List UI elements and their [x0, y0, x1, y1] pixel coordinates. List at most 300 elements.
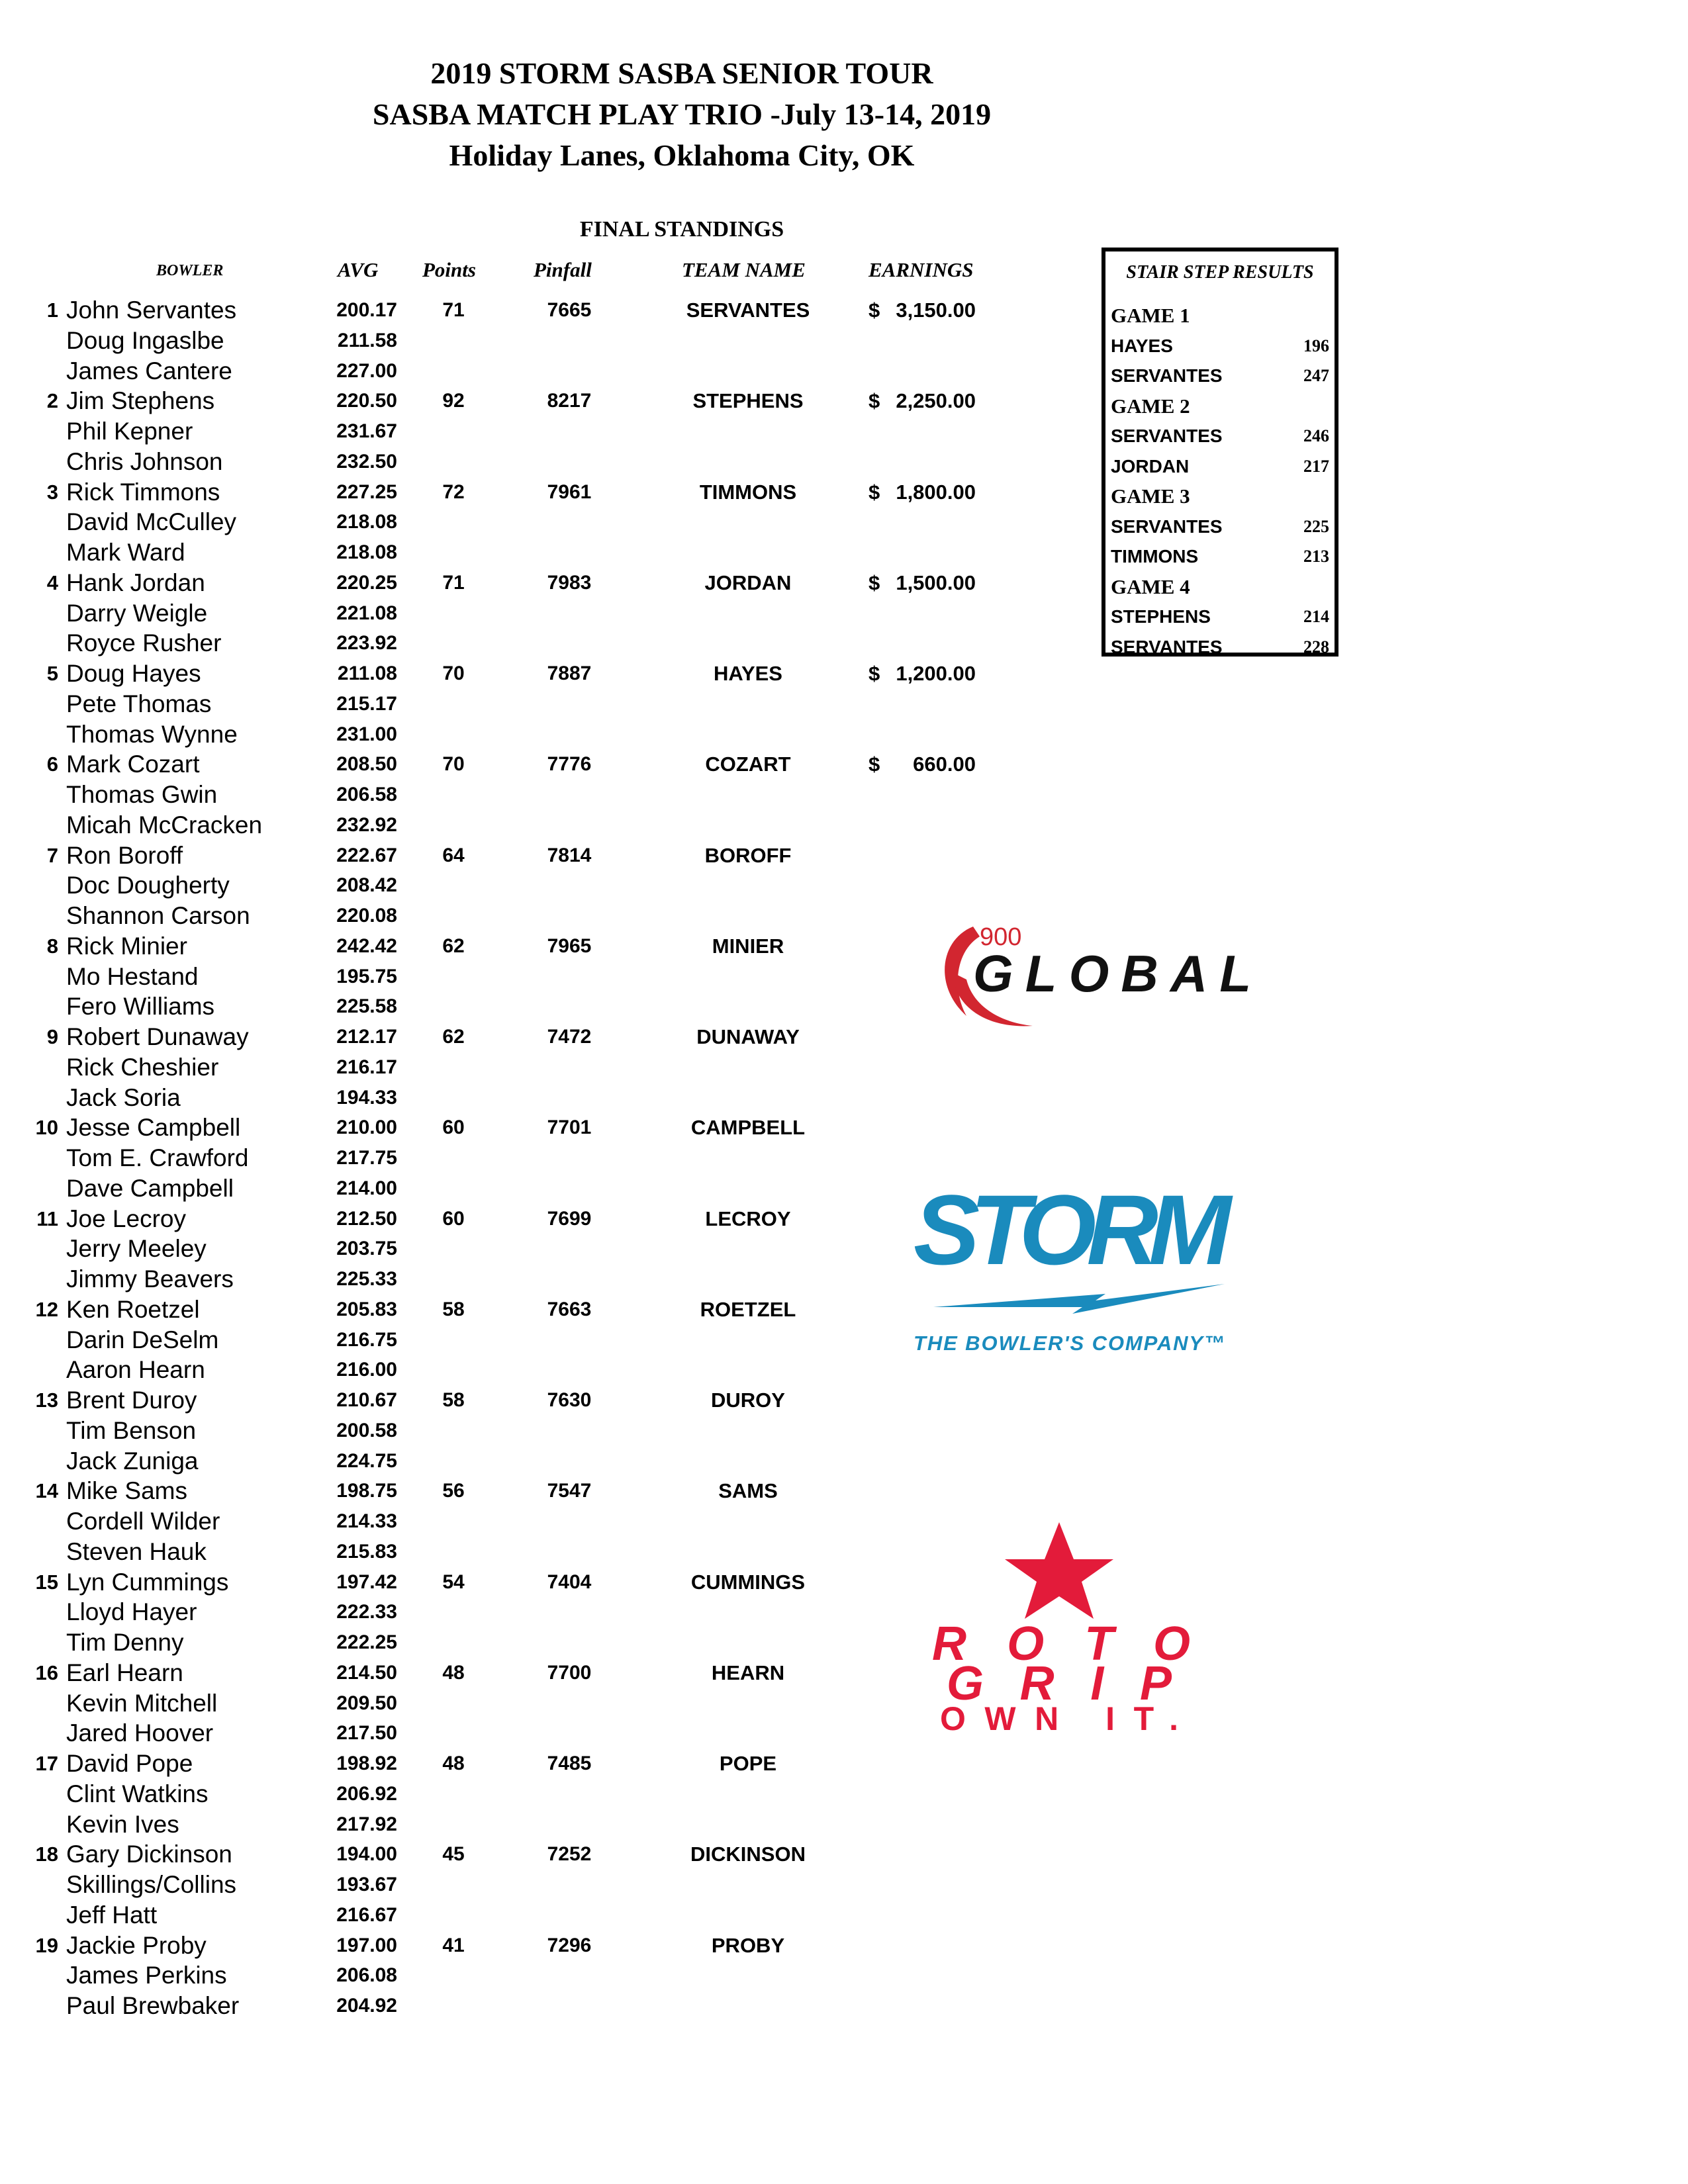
team-points: 92: [442, 390, 465, 412]
bowler-avg: 200.17: [336, 299, 397, 321]
standings-table: [0, 295, 1033, 2021]
table-row: [0, 295, 1033, 326]
table-row: [0, 1537, 1033, 1567]
bowler-avg: 218.08: [336, 541, 397, 563]
team-name: COZART: [705, 752, 791, 776]
bowler-avg: 222.67: [336, 844, 397, 866]
stair-step-score: 228: [1303, 637, 1329, 657]
bowler-avg: 231.00: [336, 723, 397, 745]
team-name: HEARN: [711, 1661, 785, 1684]
team-pinfall: 7630: [547, 1389, 592, 1411]
team-pinfall: 7701: [547, 1116, 592, 1139]
team-rank: 19: [35, 1933, 58, 1957]
bowler-avg: 225.58: [336, 995, 397, 1018]
title-line-1: 2019 STORM SASBA SENIOR TOUR: [430, 56, 933, 90]
stair-step-team: STEPHENS: [1111, 606, 1211, 627]
table-row: [0, 447, 1033, 477]
table-row: [0, 1809, 1033, 1840]
table-row: [0, 1749, 1033, 1779]
table-row: [0, 598, 1033, 629]
table-row: [0, 841, 1033, 871]
team-pinfall: 7665: [547, 299, 592, 321]
stair-step-score: 225: [1303, 516, 1329, 536]
stair-step-entry: [1111, 541, 1329, 571]
team-pinfall: 7404: [547, 1570, 592, 1593]
stair-step-score: 217: [1303, 456, 1329, 476]
bowler-name: Mike Sams: [66, 1477, 187, 1505]
team-points: 60: [442, 1207, 465, 1230]
team-pinfall: 7700: [547, 1661, 592, 1684]
bowler-name: Shannon Carson: [66, 902, 250, 929]
stair-step-entry: [1111, 421, 1329, 451]
table-row: [0, 1506, 1033, 1537]
bowler-avg: 220.08: [336, 905, 397, 927]
bowler-name: Jimmy Beavers: [66, 1265, 234, 1293]
bowler-name: Royce Rusher: [66, 629, 222, 657]
table-row: [0, 901, 1033, 931]
team-name: PROBY: [711, 1933, 785, 1957]
bowler-name: Paul Brewbaker: [66, 1992, 240, 2019]
team-rank: 18: [35, 1843, 58, 1866]
bowler-avg: 216.17: [336, 1056, 397, 1078]
bowler-name: Jerry Meeley: [66, 1235, 207, 1263]
bowler-avg: 216.75: [336, 1328, 397, 1351]
bowler-name: Earl Hearn: [66, 1659, 183, 1686]
section-title: FINAL STANDINGS: [579, 217, 784, 242]
bowler-avg: 232.50: [336, 450, 397, 473]
bowler-avg: 197.00: [336, 1934, 397, 1956]
bowler-avg: 205.83: [336, 1298, 397, 1320]
stair-step-team: SERVANTES: [1111, 516, 1223, 537]
table-row: [0, 962, 1033, 992]
team-name: DICKINSON: [690, 1843, 806, 1866]
bowler-name: Joe Lecroy: [66, 1205, 186, 1232]
table-row: [0, 1476, 1033, 1506]
earnings-currency: $: [868, 389, 880, 413]
bowler-avg: 200.58: [336, 1419, 397, 1441]
bowler-name: Skillings/Collins: [66, 1871, 237, 1898]
bowler-avg: 204.92: [336, 1995, 397, 2017]
bowler-name: Micah McCracken: [66, 811, 263, 839]
team-points: 64: [442, 844, 465, 866]
team-points: 72: [442, 480, 465, 503]
bowler-name: Doug Hayes: [66, 660, 201, 687]
roto-logo-line1: ROTO: [932, 1617, 1190, 1670]
team-name: STEPHENS: [692, 389, 804, 413]
bowler-name: Tim Benson: [66, 1416, 197, 1444]
team-rank: 14: [35, 1479, 58, 1503]
team-rank: 2: [46, 389, 58, 413]
stair-step-game-label: GAME 1: [1111, 304, 1190, 327]
stair-step-entry: [1111, 602, 1329, 631]
team-name: SERVANTES: [686, 298, 810, 322]
table-row: [0, 537, 1033, 568]
bowler-avg: 214.50: [336, 1661, 397, 1684]
storm-logo: [907, 1171, 1264, 1370]
team-points: 41: [442, 1934, 465, 1956]
bowler-avg: 223.92: [336, 632, 397, 655]
bowler-name: Cordell Wilder: [66, 1508, 220, 1535]
bowler-avg: 215.83: [336, 1540, 397, 1563]
table-row: [0, 416, 1033, 447]
column-header-pinfall: Pinfall: [534, 258, 592, 281]
stair-step-score: 214: [1303, 607, 1329, 626]
bowler-avg: 222.25: [336, 1631, 397, 1653]
stair-step-game-label: GAME 3: [1111, 484, 1190, 508]
bowler-avg: 211.58: [337, 329, 397, 351]
stair-step-team: HAYES: [1111, 335, 1173, 356]
bowler-name: Brent Duroy: [66, 1387, 197, 1414]
team-rank: 17: [35, 1752, 58, 1775]
team-points: 48: [442, 1661, 465, 1684]
bowler-name: Robert Dunaway: [66, 1023, 249, 1050]
team-points: 56: [442, 1480, 465, 1502]
bowler-avg: 194.33: [336, 1086, 397, 1109]
bowler-name: Rick Minier: [66, 932, 187, 960]
bowler-avg: 211.08: [337, 662, 397, 684]
bowler-name: Gary Dickinson: [66, 1841, 232, 1868]
bowler-avg: 217.75: [336, 1147, 397, 1169]
stair-step-score: 213: [1303, 547, 1329, 566]
stair-step-score: 196: [1303, 336, 1329, 355]
900-global-logo: [927, 907, 1271, 1039]
team-name: LECROY: [705, 1206, 791, 1230]
bowler-avg: 216.67: [336, 1903, 397, 1926]
team-points: 62: [442, 934, 465, 957]
column-header-points: Points: [422, 258, 476, 281]
bowler-name: Chris Johnson: [66, 447, 223, 475]
bowler-name: Jesse Campbell: [66, 1114, 241, 1142]
team-earnings: 660.00: [913, 752, 976, 776]
table-row: [0, 719, 1033, 750]
team-rank: 4: [46, 570, 58, 594]
stair-step-entry: [1111, 512, 1329, 541]
table-row: [0, 780, 1033, 810]
team-earnings: 2,250.00: [896, 389, 976, 413]
table-row: [0, 1446, 1033, 1477]
bowler-name: Fero Williams: [66, 993, 215, 1021]
team-rank: 8: [46, 934, 58, 958]
bowler-name: Mo Hestand: [66, 962, 199, 990]
bowler-name: Jim Stephens: [66, 387, 215, 415]
team-pinfall: 7983: [547, 571, 592, 594]
column-header-earnings: EARNINGS: [868, 258, 974, 281]
earnings-currency: $: [868, 662, 880, 685]
bowler-avg: 224.75: [336, 1449, 397, 1472]
team-pinfall: 8217: [547, 390, 592, 412]
table-row: [0, 1567, 1033, 1598]
global-logo-number: 900: [980, 923, 1022, 951]
bowler-avg: 227.25: [336, 480, 397, 503]
team-name: POPE: [719, 1752, 777, 1775]
bowler-name: Kevin Ives: [66, 1810, 179, 1838]
bowler-avg: 216.00: [336, 1359, 397, 1381]
bowler-avg: 198.92: [336, 1752, 397, 1774]
team-points: 54: [442, 1570, 465, 1593]
team-rank: 11: [36, 1206, 58, 1230]
bowler-avg: 198.75: [336, 1480, 397, 1502]
bowler-name: Darin DeSelm: [66, 1326, 219, 1353]
team-name: CUMMINGS: [690, 1570, 806, 1594]
table-row: [0, 1991, 1033, 2021]
table-row: [0, 507, 1033, 537]
bowler-avg: 221.08: [336, 602, 397, 624]
bowler-name: Steven Hauk: [66, 1537, 207, 1565]
team-name: SAMS: [718, 1479, 778, 1503]
team-rank: 15: [35, 1570, 58, 1594]
table-row: [0, 1295, 1033, 1325]
stair-step-team: SERVANTES: [1111, 426, 1223, 446]
bowler-avg: 217.92: [336, 1813, 397, 1835]
stair-step-entry: [1111, 331, 1329, 361]
table-row: [0, 628, 1033, 659]
team-points: 70: [442, 662, 465, 684]
roto-tagline: OWN IT.: [940, 1700, 1178, 1734]
team-name: DUROY: [711, 1388, 785, 1412]
team-pinfall: 7961: [547, 480, 592, 503]
bowler-name: Mark Cozart: [66, 751, 200, 778]
team-points: 58: [442, 1298, 465, 1320]
bowler-name: Jeff Hatt: [66, 1901, 158, 1929]
table-row: [0, 1022, 1033, 1052]
roto-grip-logo: [927, 1516, 1205, 1734]
global-logo-text: GLOBAL: [973, 944, 1251, 1003]
stair-step-score: 247: [1303, 366, 1329, 385]
team-earnings: 1,800.00: [896, 480, 976, 504]
stair-step-title: STAIR STEP RESULTS: [1126, 262, 1314, 283]
table-row: [0, 1870, 1033, 1900]
bowler-name: Hank Jordan: [66, 569, 205, 596]
storm-tagline: THE BOWLER'S COMPANY™: [914, 1332, 1225, 1355]
team-points: 70: [442, 753, 465, 776]
column-header-team: TEAM NAME: [682, 258, 806, 281]
team-pinfall: 7252: [547, 1843, 592, 1866]
stair-step-box: [1102, 248, 1338, 657]
table-row: [0, 1718, 1033, 1749]
title-line-2: SASBA MATCH PLAY TRIO -July 13-14, 2019: [372, 97, 992, 131]
table-row: [0, 659, 1033, 689]
stair-step-team: JORDAN: [1111, 455, 1190, 477]
team-rank: 10: [35, 1116, 58, 1140]
bowler-avg: 206.08: [336, 1964, 397, 1987]
team-pinfall: 7887: [547, 662, 592, 684]
bowler-avg: 206.92: [336, 1782, 397, 1805]
stair-step-game-label: GAME 4: [1111, 574, 1190, 598]
table-row: [0, 689, 1033, 719]
table-row: [0, 1113, 1033, 1143]
bowler-name: John Servantes: [66, 296, 237, 324]
table-row: [0, 1052, 1033, 1083]
stair-step-team: SERVANTES: [1111, 365, 1223, 386]
bowler-avg: 218.08: [336, 511, 397, 533]
bowler-name: Phil Kepner: [66, 418, 193, 445]
team-pinfall: 7776: [547, 753, 592, 776]
bowler-avg: 203.75: [336, 1238, 397, 1260]
bowler-name: Dave Campbell: [66, 1174, 234, 1202]
team-points: 58: [442, 1389, 465, 1411]
team-name: MINIER: [712, 934, 784, 958]
bowler-name: Aaron Hearn: [66, 1356, 205, 1384]
team-name: JORDAN: [704, 570, 792, 594]
table-row: [0, 1204, 1033, 1234]
bowler-avg: 214.00: [336, 1177, 397, 1199]
table-row: [0, 1325, 1033, 1355]
earnings-currency: $: [868, 570, 880, 594]
team-points: 60: [442, 1116, 465, 1139]
stair-step-team: TIMMONS: [1111, 546, 1199, 567]
table-row: [0, 870, 1033, 901]
table-row: [0, 1627, 1033, 1658]
bowler-name: Jack Zuniga: [66, 1447, 199, 1475]
bowler-name: Ron Boroff: [66, 841, 183, 869]
team-rank: 13: [35, 1388, 58, 1412]
column-header-avg: AVG: [338, 258, 379, 281]
table-row: [0, 1355, 1033, 1385]
roto-logo-line2: GRIP: [947, 1657, 1172, 1710]
team-pinfall: 7699: [547, 1207, 592, 1230]
bowler-avg: 242.42: [336, 934, 397, 957]
bowler-avg: 210.00: [336, 1116, 397, 1139]
table-row: [0, 1264, 1033, 1295]
table-row: [0, 749, 1033, 780]
team-rank: 1: [46, 298, 58, 322]
bowler-name: Doug Ingaslbe: [66, 326, 224, 354]
table-row: [0, 1173, 1033, 1204]
table-row: [0, 810, 1033, 841]
stair-step-game-label: GAME 2: [1111, 394, 1190, 418]
bowler-name: Lyn Cummings: [66, 1568, 229, 1596]
bowler-avg: 217.50: [336, 1722, 397, 1745]
bowler-name: Clint Watkins: [66, 1780, 209, 1807]
bowler-avg: 194.00: [336, 1843, 397, 1866]
bowler-avg: 210.67: [336, 1389, 397, 1411]
stair-step-entry: [1111, 361, 1329, 390]
team-rank: 9: [46, 1025, 58, 1048]
title-line-3: Holiday Lanes, Oklahoma City, OK: [449, 138, 915, 172]
team-name: CAMPBELL: [690, 1116, 806, 1140]
bowler-name: Lloyd Hayer: [66, 1598, 197, 1626]
table-row: [0, 1143, 1033, 1173]
bowler-avg: 215.17: [336, 692, 397, 715]
team-pinfall: 7965: [547, 934, 592, 957]
bowler-avg: 212.17: [336, 1026, 397, 1048]
bowler-name: James Perkins: [66, 1962, 227, 1989]
bowler-avg: 209.50: [336, 1692, 397, 1714]
table-row: [0, 356, 1033, 387]
table-row: [0, 1385, 1033, 1416]
stair-step-entry: [1111, 632, 1329, 662]
team-rank: 16: [35, 1661, 58, 1684]
team-pinfall: 7663: [547, 1298, 592, 1320]
bowler-name: Mark Ward: [66, 539, 185, 566]
team-pinfall: 7485: [547, 1752, 592, 1774]
team-earnings: 3,150.00: [896, 298, 976, 322]
bowler-avg: 195.75: [336, 965, 397, 987]
table-row: [0, 1597, 1033, 1627]
bowler-avg: 193.67: [336, 1874, 397, 1895]
table-row: [0, 1234, 1033, 1264]
table-row: [0, 991, 1033, 1022]
bowler-avg: 208.50: [336, 753, 397, 776]
bowler-name: Ken Roetzel: [66, 1295, 200, 1323]
team-points: 62: [442, 1026, 465, 1048]
table-row: [0, 1416, 1033, 1446]
table-row: [0, 1083, 1033, 1113]
bowler-name: David Pope: [66, 1750, 193, 1777]
bowler-name: James Cantere: [66, 357, 232, 385]
team-name: HAYES: [714, 662, 782, 685]
bowler-name: Tim Denny: [66, 1629, 184, 1656]
team-name: DUNAWAY: [696, 1025, 800, 1048]
bowler-avg: 231.67: [336, 420, 397, 442]
table-row: [0, 931, 1033, 962]
earnings-currency: $: [868, 298, 880, 322]
team-pinfall: 7472: [547, 1026, 592, 1048]
bowler-avg: 220.25: [336, 571, 397, 594]
team-rank: 12: [35, 1297, 58, 1321]
lightning-bolt-icon: [933, 1284, 1225, 1314]
table-row: [0, 326, 1033, 356]
bowler-avg: 208.42: [336, 874, 397, 897]
table-row: [0, 1900, 1033, 1931]
bowler-name: Jack Soria: [66, 1083, 181, 1111]
team-name: TIMMONS: [699, 480, 797, 504]
table-row: [0, 1658, 1033, 1688]
bowler-name: David McCulley: [66, 508, 237, 536]
bowler-name: Pete Thomas: [66, 690, 212, 717]
stair-step-score: 246: [1303, 426, 1329, 445]
bowler-avg: 220.50: [336, 390, 397, 412]
bowler-avg: 232.92: [336, 813, 397, 836]
team-pinfall: 7296: [547, 1934, 592, 1956]
table-row: [0, 1960, 1033, 1991]
table-row: [0, 1839, 1033, 1870]
table-row: [0, 386, 1033, 416]
bowler-avg: 212.50: [336, 1207, 397, 1230]
earnings-currency: $: [868, 480, 880, 504]
bowler-avg: 222.33: [336, 1601, 397, 1623]
table-row: [0, 1688, 1033, 1719]
bowler-name: Rick Cheshier: [66, 1053, 219, 1081]
bowler-name: Darry Weigle: [66, 599, 208, 627]
team-points: 48: [442, 1752, 465, 1774]
team-pinfall: 7814: [547, 844, 592, 866]
stair-step-entry: [1111, 451, 1329, 481]
team-name: BOROFF: [704, 843, 792, 867]
bowler-name: Doc Dougherty: [66, 872, 230, 899]
team-points: 71: [442, 571, 465, 594]
team-rank: 7: [46, 843, 58, 867]
table-row: [0, 1931, 1033, 1961]
bowler-name: Tom E. Crawford: [66, 1144, 249, 1171]
table-row: [0, 568, 1033, 598]
star-icon: [1005, 1522, 1113, 1619]
bowler-avg: 227.00: [336, 359, 397, 382]
bowler-name: Thomas Gwin: [66, 781, 218, 808]
bowler-name: Rick Timmons: [66, 478, 220, 506]
bowler-name: Kevin Mitchell: [66, 1689, 218, 1717]
team-rank: 6: [46, 752, 58, 776]
team-earnings: 1,500.00: [896, 570, 976, 594]
storm-logo-text: STORM: [914, 1174, 1231, 1285]
team-name: ROETZEL: [700, 1297, 796, 1321]
bowler-name: Jackie Proby: [66, 1931, 207, 1959]
team-earnings: 1,200.00: [896, 662, 976, 685]
bowler-avg: 214.33: [336, 1510, 397, 1532]
table-row: [0, 1779, 1033, 1809]
table-row: [0, 477, 1033, 508]
bowler-avg: 225.33: [336, 1268, 397, 1290]
